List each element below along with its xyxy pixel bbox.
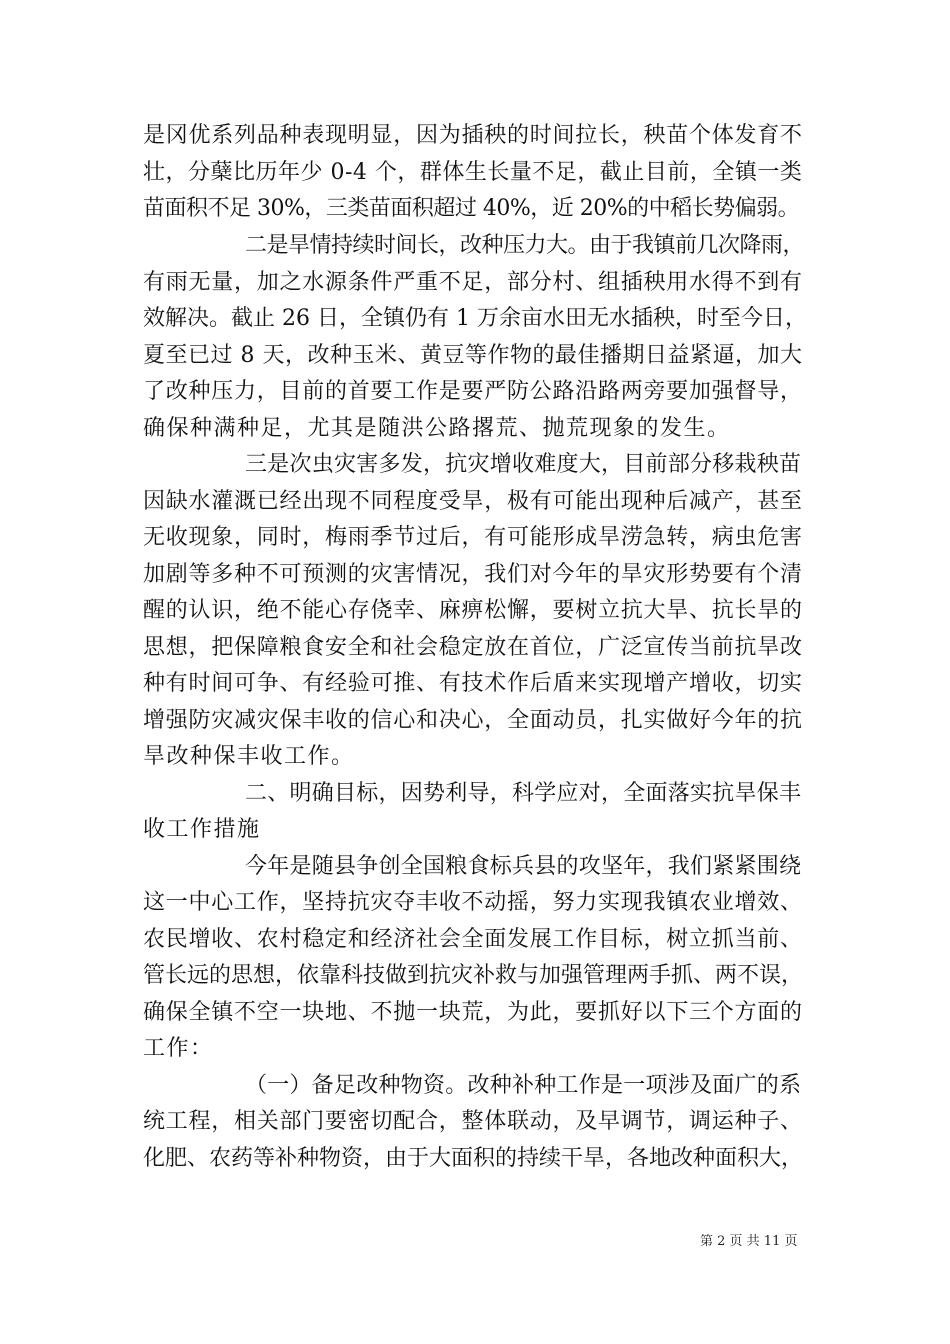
text-line: 统工程，相关部门要密切配合，整体联动，及早调节，调运种子、 [143,1109,803,1134]
text-line: 工作： [143,1036,214,1061]
paragraph-start: 三是次虫灾害多发，抗灾增收难度大，目前部分移栽秧苗 [245,452,802,477]
text-line: 了改种压力，目前的首要工作是要严防公路沿路两旁要加强督导， [143,379,803,404]
text-line: 农民增收、农村稳定和经济社会全面发展工作目标，树立抓当前、 [143,927,803,952]
page-number: 第 2 页 共 11 页 [700,1234,798,1249]
text-line: 增强防灾减灾保丰收的信心和决心，全面动员，扎实做好今年的抗 [143,708,803,733]
text-line: 这一中心工作，坚持抗灾夺丰收不动摇，努力实现我镇农业增效、 [143,890,803,915]
paragraph-start: 二是旱情持续时间长，改种压力大。由于我镇前几次降雨， [245,233,805,258]
text-line: 管长远的思想，依靠科技做到抗灾补救与加强管理两手抓、两不误， [143,963,804,988]
text-line: 夏至已过 8 天，改种玉米、黄豆等作物的最佳播期日益紧逼，加大 [143,343,803,368]
section-heading: 二、明确目标，因势利导，科学应对，全面落实抗旱保丰 [245,781,802,806]
subsection-start: （一）备足改种物资。改种补种工作是一项涉及面广的系 [245,1073,802,1098]
text-line: 有雨无量，加之水源条件严重不足，部分村、组插秧用水得不到有 [143,270,803,295]
text-line: 壮，分蘖比历年少 0-4 个，群体生长量不足，截止目前，全镇一类 [143,160,803,185]
text-line: 效解决。截止 26 日，全镇仍有 1 万余亩水田无水插秧，时至今日， [143,306,807,331]
section-heading-cont: 收工作措施 [143,817,261,842]
text-line: 确保全镇不空一块地、不抛一块荒，为此，要抓好以下三个方面的 [143,1000,803,1025]
text-line: 思想，把保障粮食安全和社会稳定放在首位，广泛宣传当前抗旱改 [143,635,803,660]
text-line: 种有时间可争、有经验可推、有技术作后盾来实现增产增收，切实 [143,671,803,696]
text-line: 因缺水灌溉已经出现不同程度受旱，极有可能出现种后减产，甚至 [143,489,803,514]
text-line: 是冈优系列品种表现明显，因为插秧的时间拉长，秧苗个体发育不 [143,123,803,148]
text-line: 加剧等多种不可预测的灾害情况，我们对今年的旱灾形势要有个清 [143,562,803,587]
text-line: 化肥、农药等补种物资，由于大面积的持续干旱，各地改种面积大， [143,1146,804,1171]
text-line: 醒的认识，绝不能心存侥幸、麻痹松懈，要树立抗大旱、抗长旱的 [143,598,803,623]
text-line: 旱改种保丰收工作。 [143,744,355,769]
text-line: 苗面积不足 30%，三类苗面积超过 40%，近 20%的中稻长势偏弱。 [143,196,800,221]
text-line: 无收现象，同时，梅雨季节过后，有可能形成旱涝急转，病虫危害 [143,525,803,550]
text-line: 确保种满种足，尤其是随洪公路撂荒、抛荒现象的发生。 [143,416,731,441]
paragraph-start: 今年是随县争创全国粮食标兵县的攻坚年，我们紧紧围绕 [245,854,802,879]
